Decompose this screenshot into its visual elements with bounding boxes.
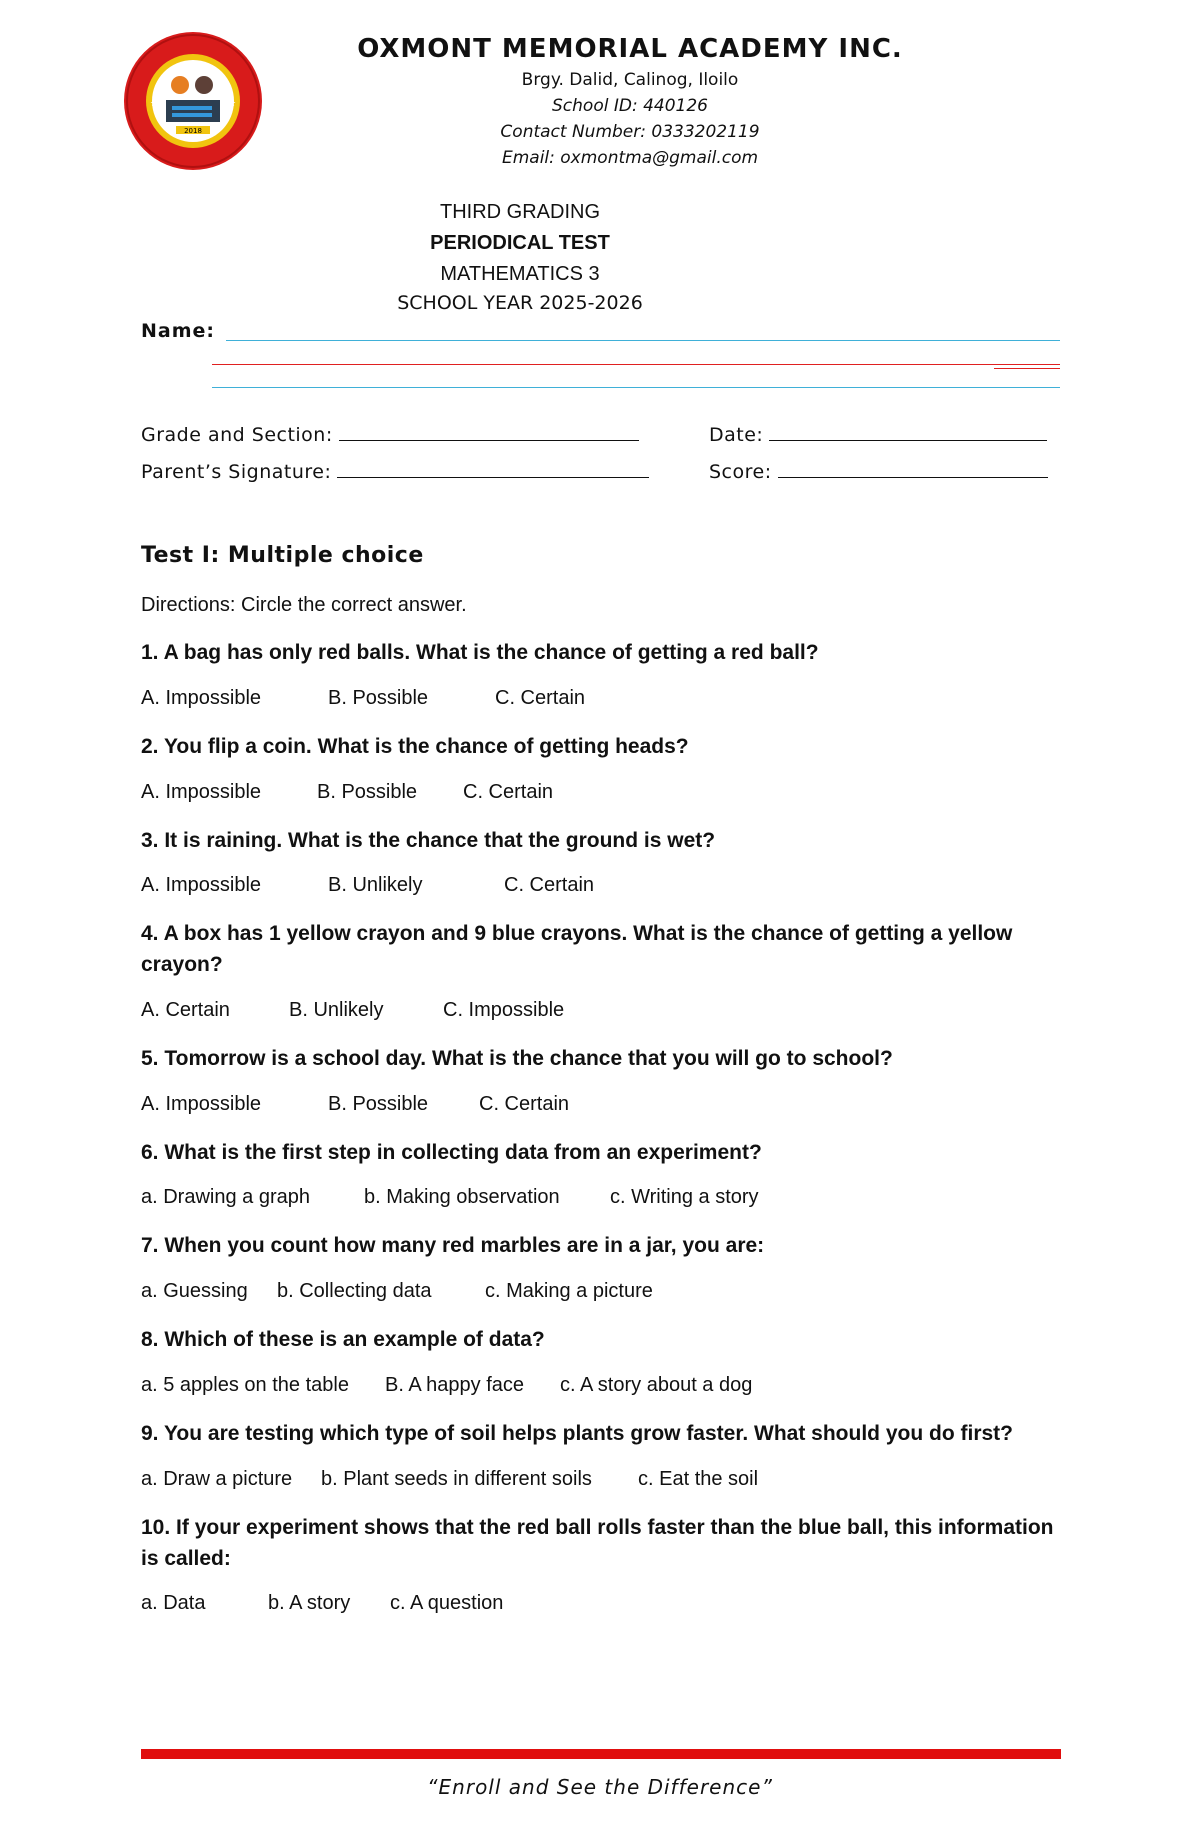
exam-subject: MATHEMATICS 3 — [440, 263, 600, 285]
grade-section-label: Grade and Section: — [141, 424, 333, 446]
name-line-red — [212, 364, 1060, 365]
school-seal-icon — [122, 30, 264, 172]
option-b[interactable]: b. Plant seeds in different soils — [321, 1468, 592, 1490]
option-b[interactable]: B. A happy face — [385, 1374, 524, 1396]
option-a[interactable]: a. 5 apples on the table — [141, 1374, 349, 1396]
svg-text:2018: 2018 — [184, 127, 202, 135]
footer-divider — [141, 1749, 1061, 1759]
question-7: 7. When you count how many red marbles are in a jar, you are: — [141, 1234, 765, 1257]
parent-signature-label: Parent’s Signature: — [141, 461, 332, 483]
option-a[interactable]: a. Draw a picture — [141, 1468, 293, 1490]
option-c[interactable]: C. Certain — [495, 687, 586, 709]
name-line[interactable] — [226, 340, 1060, 341]
test-title: Test I: Multiple choice — [141, 543, 424, 568]
option-b[interactable]: B. Unlikely — [328, 874, 423, 896]
option-b[interactable]: B. Possible — [328, 687, 429, 709]
grading-period: THIRD GRADING — [440, 201, 600, 223]
name-label: Name: — [141, 320, 216, 342]
option-a[interactable]: A. Impossible — [141, 781, 262, 803]
exam-type: PERIODICAL TEST — [430, 232, 610, 254]
score-field[interactable] — [709, 457, 1048, 483]
school-id: School ID: 440126 — [552, 96, 708, 116]
grade-section-field[interactable] — [141, 420, 639, 446]
date-field[interactable] — [709, 420, 1047, 446]
question-6: 6. What is the first step in collecting data from an experiment? — [141, 1141, 762, 1164]
date-blank[interactable] — [769, 420, 1047, 441]
option-a[interactable]: A. Impossible — [141, 687, 262, 709]
option-c[interactable]: c. A story about a dog — [560, 1374, 753, 1396]
option-b[interactable]: b. Collecting data — [277, 1280, 432, 1302]
score-blank[interactable] — [778, 457, 1048, 478]
option-c[interactable]: C. Impossible — [443, 999, 565, 1021]
date-label: Date: — [709, 424, 764, 446]
grade-section-blank[interactable] — [339, 420, 639, 441]
option-a[interactable]: A. Impossible — [141, 1093, 262, 1115]
option-c[interactable]: C. Certain — [479, 1093, 570, 1115]
svg-text:★: ★ — [228, 99, 237, 109]
school-email: Email: oxmontma@gmail.com — [501, 148, 759, 168]
test-directions: Directions: Circle the correct answer. — [141, 594, 467, 616]
option-c[interactable]: c. Writing a story — [610, 1186, 759, 1208]
contact-number: Contact Number: 0333202119 — [500, 122, 760, 142]
question-1: 1. A bag has only red balls. What is the chance of getting a red ball? — [141, 641, 819, 664]
option-b[interactable]: B. Unlikely — [289, 999, 384, 1021]
option-a[interactable]: a. Data — [141, 1592, 206, 1614]
school-year: SCHOOL YEAR 2025-2026 — [397, 292, 643, 314]
option-c[interactable]: c. Making a picture — [485, 1280, 653, 1302]
score-label: Score: — [709, 461, 772, 483]
option-a[interactable]: A. Impossible — [141, 874, 262, 896]
question-8: 8. Which of these is an example of data? — [141, 1328, 545, 1351]
question-5: 5. Tomorrow is a school day. What is the chance that you will go to school? — [141, 1047, 893, 1070]
name-line-red-extra — [994, 368, 1060, 369]
question-10: 10. If your experiment shows that the red ball rolls faster than the blue ball, this information is called: — [141, 1516, 1054, 1570]
school-name: OXMONT MEMORIAL ACADEMY INC. — [357, 34, 903, 64]
svg-text:★: ★ — [150, 99, 159, 109]
parent-signature-blank[interactable] — [337, 457, 649, 478]
school-address: Brgy. Dalid, Calinog, Iloilo — [521, 70, 739, 90]
option-a[interactable]: a. Drawing a graph — [141, 1186, 310, 1208]
option-c[interactable]: C. Certain — [463, 781, 554, 803]
parent-signature-field[interactable] — [141, 457, 649, 483]
option-a[interactable]: a. Guessing — [141, 1280, 248, 1302]
option-c[interactable]: c. Eat the soil — [638, 1468, 759, 1490]
option-b[interactable]: B. Possible — [317, 781, 418, 803]
option-c[interactable]: c. A question — [390, 1592, 504, 1614]
option-c[interactable]: C. Certain — [504, 874, 595, 896]
question-3: 3. It is raining. What is the chance that the ground is wet? — [141, 829, 716, 852]
question-2: 2. You flip a coin. What is the chance of getting heads? — [141, 735, 689, 758]
option-b[interactable]: B. Possible — [328, 1093, 429, 1115]
name-line-2[interactable] — [212, 387, 1060, 388]
option-b[interactable]: b. Making observation — [364, 1186, 560, 1208]
option-b[interactable]: b. A story — [268, 1592, 351, 1614]
option-a[interactable]: A. Certain — [141, 999, 230, 1021]
question-4: 4. A box has 1 yellow crayon and 9 blue crayons. What is the chance of getting a yellow crayon? — [141, 922, 1013, 976]
school-tagline: “Enroll and See the Difference” — [427, 1775, 773, 1799]
question-9: 9. You are testing which type of soil helps plants grow faster. What should you do first? — [141, 1422, 1013, 1445]
